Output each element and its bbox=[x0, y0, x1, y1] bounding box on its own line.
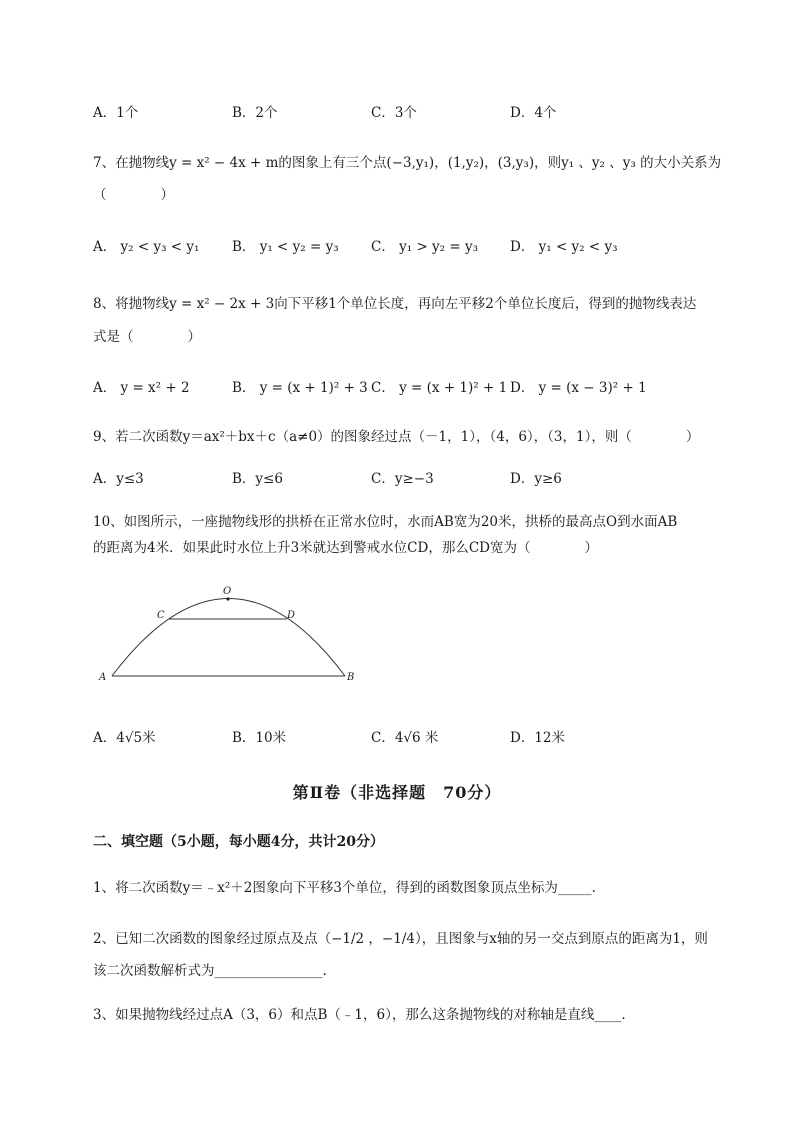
q8-option-a: A． y = x² + 2 bbox=[93, 380, 190, 396]
q7-option-b: B． y₁ < y₂ = y₃ bbox=[232, 239, 339, 255]
label-c: C bbox=[157, 610, 165, 621]
q8-stem-line1: 8、将抛物线y = x² − 2x + 3向下平移1个单位长度，再向左平移2个单位长度后，得到的抛物线表达 bbox=[93, 296, 697, 312]
label-b: B bbox=[347, 672, 355, 683]
vertex-point-o bbox=[226, 597, 229, 600]
q7-stem-line2: （ ） bbox=[93, 187, 174, 203]
q8-option-d: D． y = (x − 3)² + 1 bbox=[510, 380, 647, 396]
q6-option-a: A．1个 bbox=[93, 105, 139, 121]
q10-stem-line2: 的距离为4米．如果此时水位上升3米就达到警戒水位CD，那么CD宽为（ ） bbox=[93, 540, 598, 556]
fill-question-2-line2: 该二次函数解析式为________________. bbox=[93, 963, 327, 979]
fill-question-1: 1、将二次函数y＝﹣x²＋2图象向下平移3个单位，得到的函数图象顶点坐标为_____. bbox=[93, 880, 596, 896]
q10-option-c: C．4√6 米 bbox=[371, 730, 439, 746]
section-2-title: 第Ⅱ卷（非选择题 70分） bbox=[292, 783, 502, 802]
q9-option-b: B．y≤6 bbox=[232, 471, 283, 487]
parabola-arc bbox=[112, 599, 345, 677]
fill-question-2-line1: 2、已知二次函数的图象经过原点及点（−1/2 ，−1/4），且图象与x轴的另一交点到原点的距离为1，则 bbox=[93, 931, 708, 947]
q7-option-d: D． y₁ < y₂ < y₃ bbox=[510, 239, 618, 255]
q8-stem-line2: 式是（ ） bbox=[93, 329, 201, 345]
fill-question-3: 3、如果抛物线经过点A（3，6）和点B（﹣1，6），那么这条抛物线的对称轴是直线____. bbox=[93, 1007, 626, 1023]
q7-stem-line1: 7、在抛物线y = x² − 4x + m的图象上有三个点(−3,y₁)，(1,y₂)，(3,y₃)，则y₁ 、y₂ 、y₃ 的大小关系为 bbox=[93, 155, 722, 171]
q7-option-a: A． y₂ < y₃ < y₁ bbox=[93, 239, 200, 255]
q10-option-a: A．4√5米 bbox=[93, 730, 156, 746]
q9-option-c: C．y≥−3 bbox=[371, 471, 434, 487]
q10-option-b: B．10米 bbox=[232, 730, 287, 746]
arch-bridge-figure bbox=[95, 580, 365, 690]
label-a: A bbox=[99, 672, 107, 683]
q8-option-c: C． y = (x + 1)² + 1 bbox=[371, 380, 508, 396]
q6-option-b: B．2个 bbox=[232, 105, 278, 121]
label-d: D bbox=[287, 610, 296, 621]
q6-option-d: D．4个 bbox=[510, 105, 557, 121]
q8-option-b: B． y = (x + 1)² + 3 bbox=[232, 380, 368, 396]
q9-option-d: D．y≥6 bbox=[510, 471, 562, 487]
q10-option-d: D．12米 bbox=[510, 730, 566, 746]
q9-stem: 9、若二次函数y＝ax²＋bx＋c（a≠0）的图象经过点（－1，1），（4，6），（3，1），则（ ） bbox=[93, 429, 700, 445]
q9-option-a: A．y≤3 bbox=[93, 471, 144, 487]
label-o: O bbox=[223, 586, 232, 597]
q7-option-c: C． y₁ > y₂ = y₃ bbox=[371, 239, 479, 255]
q6-option-c: C．3个 bbox=[371, 105, 417, 121]
q10-stem-line1: 10、如图所示，一座抛物线形的拱桥在正常水位时，水而AB宽为20米，拱桥的最高点O到水面AB bbox=[93, 514, 678, 530]
fill-in-part-title: 二、填空题（5小题，每小题4分，共计20分） bbox=[93, 834, 384, 850]
